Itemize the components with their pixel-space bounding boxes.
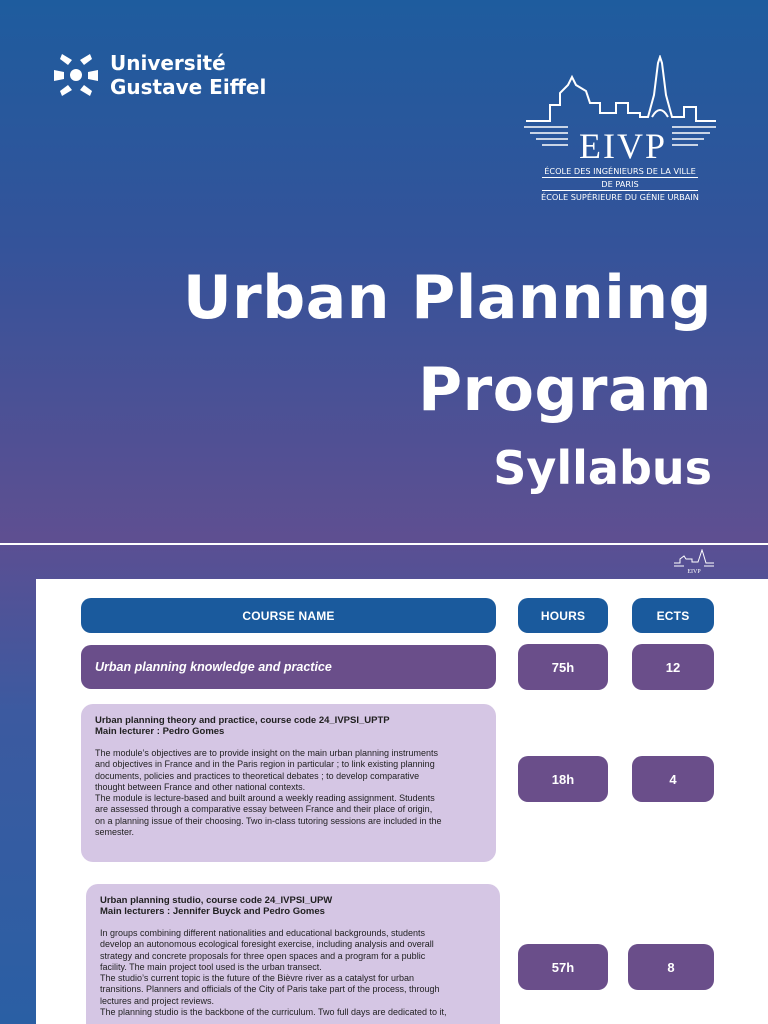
syllabus-page (0, 545, 768, 1024)
course-ects-cell (632, 756, 714, 802)
title-line-2: Program (418, 355, 712, 425)
uge-line-2: Gustave Eiffel (110, 75, 267, 99)
eivp-tagline-line-2: DE PARIS (601, 179, 639, 189)
universite-gustave-eiffel-logo (52, 50, 266, 100)
course-description: The module’s objectives are to provide insight on the main urban planning instruments and objectives in France and in the Paris region in particular ; to link existing planning documents, policies and practices to theoretical debates ; to develop comparative thought between France and other national contexts. The module is lecture-based and built around a weekly reading assignment. Students are assessed through a comparative essay between France and their place of origin, on a planning issue of their choosing. Two in-class tutoring sessions are included in the semester. (95, 748, 442, 838)
eivp-tagline-line-1: ÉCOLE DES INGÉNIEURS DE LA VILLE (544, 166, 696, 176)
ects-header (632, 598, 714, 633)
course-card-uptp (81, 704, 496, 862)
hours-header-label: HOURS (540, 608, 586, 623)
ects-header-label: ECTS (656, 608, 690, 623)
course-description: In groups combining different nationalities and educational backgrounds, students develop an autonomous ecological foresight exercise, including analysis and overall strategy and concrete proposals for three open spaces and a program for a public facility. The main project tool used is the urban transect. The studio’s current topic is the future of the Bièvre river as a catalyst for urban transitions. Planners and officials of the City of Paris take part of the process, through lectures and project reviews. The planning studio is the backbone of the curriculum. Two full days are dedicated to it, (100, 928, 447, 1018)
course-lecturer: Main lecturers : Jennifer Buyck and Pedro Gomes (100, 906, 325, 917)
module-ects-cell (632, 644, 714, 690)
course-lecturer: Main lecturer : Pedro Gomes (95, 726, 225, 737)
course-name-header (81, 598, 496, 633)
module-hours: 75h (551, 659, 575, 675)
module-title: Urban planning knowledge and practice (95, 660, 332, 674)
syllabus-sheet (36, 579, 768, 1024)
eivp-tagline-line-3: ÉCOLE SUPÉRIEURE DU GÉNIE URBAIN (541, 192, 699, 202)
course-title: Urban planning theory and practice, course code 24_IVPSI_UPTP (95, 715, 390, 726)
eivp-rule (542, 190, 698, 191)
title-line-1: Urban Planning (182, 263, 712, 333)
course-name-header-label: COURSE NAME (242, 608, 335, 623)
course-hours-cell (518, 944, 608, 990)
course-title: Urban planning studio, course code 24_IVPSI_UPW (100, 895, 333, 906)
eivp-logo (520, 55, 720, 205)
module-title-cell (81, 645, 496, 689)
cover-title (183, 252, 712, 500)
hours-header (518, 598, 608, 633)
module-ects: 12 (665, 659, 681, 675)
eivp-wordmark: EIVP (579, 126, 667, 166)
eivp-rule (542, 177, 698, 178)
course-hours-cell (518, 756, 608, 802)
eivp-tagline (520, 166, 720, 202)
eivp-mini-logo-icon (672, 549, 716, 575)
uge-wordmark (110, 51, 266, 99)
uge-emblem-icon (52, 50, 100, 100)
course-hours: 57h (551, 959, 575, 975)
uge-line-1: Université (110, 51, 226, 75)
course-ects: 8 (667, 959, 675, 975)
subtitle: Syllabus (493, 441, 712, 495)
module-hours-cell (518, 644, 608, 690)
course-card-upw (86, 884, 500, 1024)
svg-text:EIVP: EIVP (687, 569, 701, 575)
course-ects-cell (628, 944, 714, 990)
course-hours: 18h (551, 771, 575, 787)
course-ects: 4 (669, 771, 677, 787)
